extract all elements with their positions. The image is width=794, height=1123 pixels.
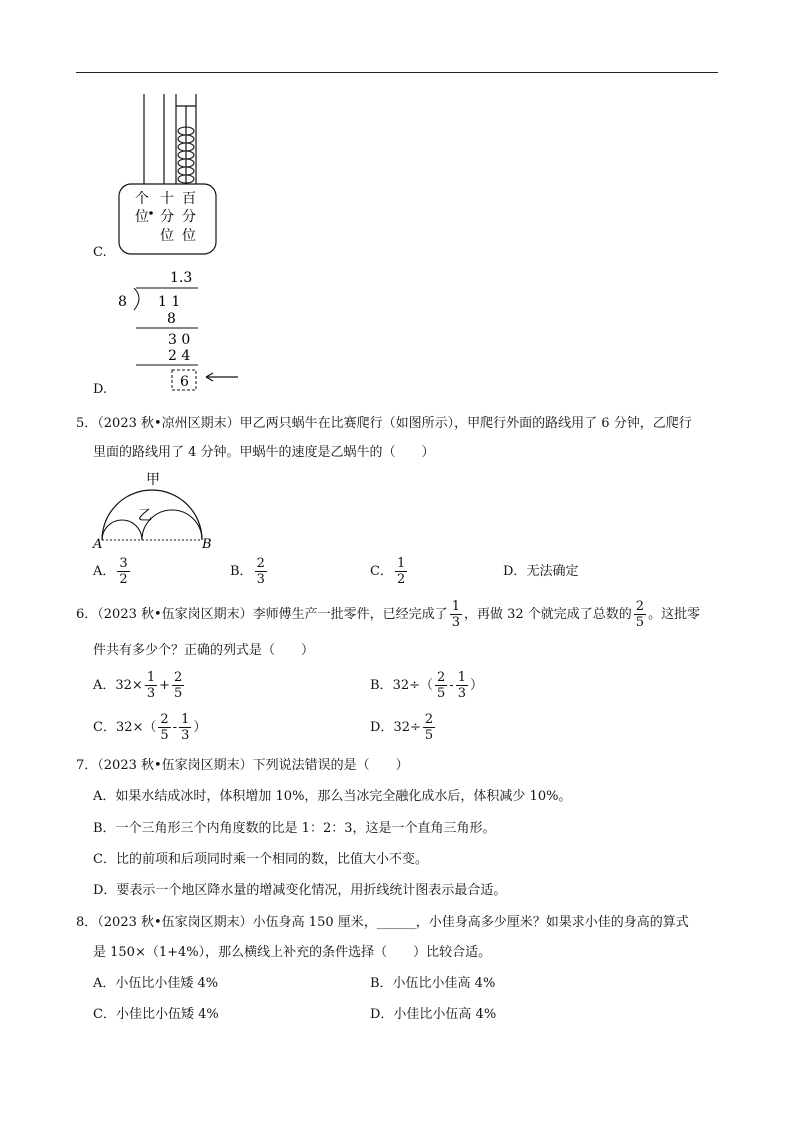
figure-label-jia: 甲 — [146, 472, 160, 488]
q5-number: 5． — [76, 416, 98, 431]
abacus-label-ones: 个 — [135, 191, 149, 207]
svg-text:分: 分 — [182, 209, 196, 225]
q8-number: 8． — [76, 915, 98, 930]
q6-source: （2023 秋•伍家岗区期末） — [97, 607, 253, 622]
q5-option-c: C． $\frac{1}{2}$ — [370, 556, 406, 587]
q7-option-a: A．如果水结成冰时，体积增加 10%，那么当冰完全融化成水后，体积减少 10%。 — [93, 789, 572, 804]
fraction: $\frac{1}{3}$ — [181, 712, 190, 743]
q5-source: （2023 秋•凉州区期末） — [97, 416, 240, 431]
division-dividend: 1 1 — [158, 294, 181, 310]
q7-option-b: B．一个三角形三个内角度数的比是 1：2：3，这是一个直角三角形。 — [93, 821, 496, 836]
q5-line1 — [76, 414, 692, 434]
snail-path-figure — [92, 470, 217, 550]
q6-line2: 件共有多少个？正确的列式是（ ） — [93, 643, 315, 658]
long-division-figure — [112, 266, 242, 394]
fraction: $\frac{1}{2}$ — [396, 556, 406, 587]
q4-option-c-label: C. — [93, 245, 107, 260]
division-step3: 2 4 — [168, 348, 191, 364]
q5-line2: 里面的路线用了 4 分钟。甲蜗牛的速度是乙蜗牛的（ ） — [93, 445, 435, 460]
fraction: $\frac{2}{5}$ — [174, 670, 183, 701]
q7-option-d: D．要表示一个地区降水量的增减变化情况，用折线统计图表示最合适。 — [93, 883, 507, 898]
q8-source: （2023 秋•伍家岗区期末） — [97, 915, 253, 930]
fraction: $\frac{1}{3}$ — [146, 670, 156, 701]
fraction: $\frac{2}{3}$ — [256, 556, 265, 587]
q6-option-d: D．32÷ $\frac{2}{5}$ — [370, 712, 434, 743]
q7-option-c: C．比的前项和后项同时乘一个相同的数，比值大小不变。 — [93, 852, 428, 867]
q6-option-b: B．32÷（ $\frac{2}{5}$ - $\frac{1}{3}$ ） — [370, 670, 483, 701]
q8-option-d: D．小佳比小伍高 4% — [370, 1007, 497, 1022]
q4-option-d-label: D. — [93, 382, 108, 397]
figure-label-b: B — [202, 537, 212, 550]
q8-option-c: C．小佳比小伍矮 4% — [93, 1007, 219, 1022]
q7-line1: 7．（2023 秋•伍家岗区期末）下列说法错误的是（ ） — [76, 758, 409, 773]
svg-text:分: 分 — [160, 209, 174, 225]
svg-text:位: 位 — [182, 228, 196, 244]
figure-label-a: A — [93, 537, 103, 550]
header-rule — [76, 72, 718, 73]
fraction: $\frac{2}{5}$ — [160, 712, 169, 743]
q8-line1: 8．（2023 秋•伍家岗区期末）小伍身高 150 厘米，______，小佳身高多少厘米？如果求小佳的身高的算式 — [76, 915, 689, 930]
q7-source: （2023 秋•伍家岗区期末） — [97, 758, 253, 773]
q5-option-a: A． $\frac{3}{2}$ — [93, 556, 128, 587]
svg-text:位: 位 — [135, 209, 149, 225]
svg-text:位: 位 — [160, 228, 174, 244]
fraction: $\frac{2}{5}$ — [437, 670, 446, 701]
fraction: $\frac{1}{3}$ — [451, 599, 460, 630]
q5-option-d: D．无法确定 — [503, 564, 579, 579]
fraction: $\frac{2}{5}$ — [635, 599, 645, 630]
q7-number: 7． — [76, 758, 98, 773]
q5-text: 甲乙两只蜗牛在比赛爬行（如图所示），甲爬行外面的路线用了 6 分钟，乙爬行 — [239, 416, 692, 431]
division-step1: 8 — [167, 311, 176, 327]
fraction: $\frac{3}{2}$ — [119, 556, 128, 587]
q8-option-b: B．小伍比小佳高 4% — [370, 976, 496, 991]
abacus-label-tenths: 十 — [160, 191, 174, 207]
division-divisor: 8 — [118, 294, 127, 310]
q6-number: 6． — [76, 607, 98, 622]
q8-line2: 是 150×（1+4%），那么横线上补充的条件选择（ ）比较合适。 — [93, 945, 492, 960]
q6-option-c: C．32×（ $\frac{2}{5}$ - $\frac{1}{3}$ ） — [93, 712, 207, 743]
division-quotient: 1.3 — [170, 270, 193, 286]
q8-option-a: A．小伍比小佳矮 4% — [93, 976, 219, 991]
q6-option-a: A．32× $\frac{1}{3}$ + $\frac{2}{5}$ — [93, 670, 183, 701]
q5-option-b: B． $\frac{2}{3}$ — [230, 556, 265, 587]
abacus-label-hundredths: 百 — [182, 191, 196, 207]
fraction: $\frac{1}{3}$ — [457, 670, 466, 701]
q6-line1: 6．（2023 秋•伍家岗区期末）李师傅生产一批零件，已经完成了 $\frac{1}{3}$ ，再做 32 个就完成了总数的 $\frac{2}{5}$ 。这批零 — [76, 599, 701, 630]
abacus-figure — [110, 92, 220, 262]
division-remainder: 6 — [180, 374, 189, 390]
figure-label-yi: 乙 — [138, 508, 152, 524]
fraction: $\frac{2}{5}$ — [424, 712, 434, 743]
division-step2: 3 0 — [168, 332, 191, 348]
